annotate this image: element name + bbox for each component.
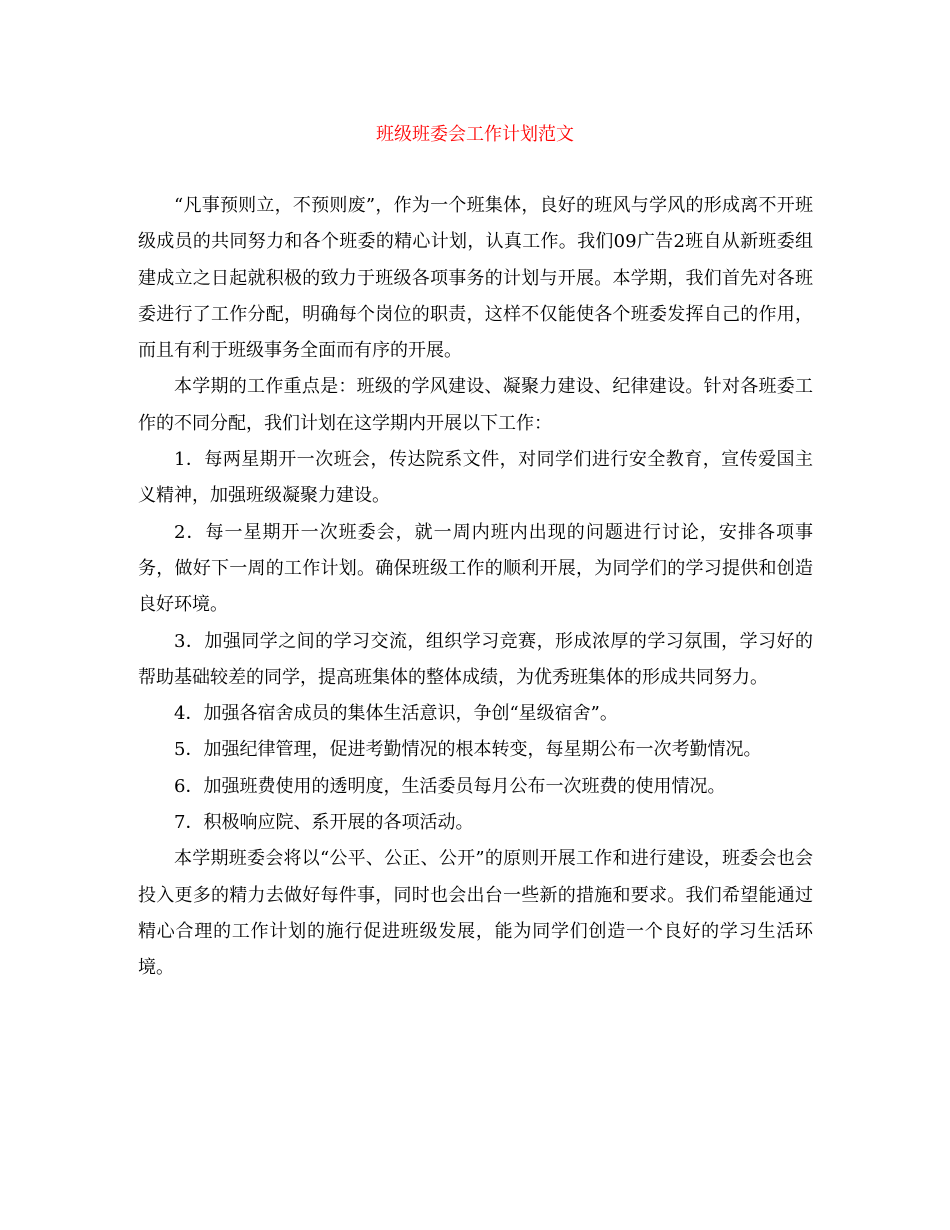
- list-item-4: 4．加强各宿舍成员的集体生活意识，争创“星级宿舍”。: [174, 703, 618, 725]
- document-title: 班级班委会工作计划范文: [376, 124, 574, 145]
- list-item-3: 3．加强同学之间的学习交流，组织学习竞赛，形成浓厚的学习氛围，学习好的帮助基础较差的同学，提高班集体的整体成绩，为优秀班集体的形成共同努力。: [138, 630, 813, 688]
- paragraph-focus: 本学期的工作重点是：班级的学风建设、凝聚力建设、纪律建设。针对各班委工作的不同分配，我们计划在这学期内开展以下工作：: [138, 376, 813, 434]
- list-item-6: 6．加强班费使用的透明度，生活委员每月公布一次班费的使用情况。: [174, 775, 726, 797]
- list-item-1: 1．每两星期开一次班会，传达院系文件，对同学们进行安全教育，宣传爱国主义精神，加强班级凝聚力建设。: [138, 449, 813, 507]
- list-item-5: 5．加强纪律管理，促进考勤情况的根本转变，每星期公布一次考勤情况。: [174, 739, 762, 761]
- document-body: [138, 188, 813, 987]
- paragraph-conclusion: 本学期班委会将以“公平、公正、公开”的原则开展工作和进行建设，班委会也会投入更多的精力去做好每件事，同时也会出台一些新的措施和要求。我们希望能通过精心合理的工作计划的施行促进班级发展，能为同学们创造一个良好的学习生活环境。: [138, 848, 813, 979]
- paragraph-intro: “凡事预则立，不预则废”，作为一个班集体，良好的班风与学风的形成离不开班级成员的共同努力和各个班委的精心计划，认真工作。我们09广告2班自从新班委组建成立之日起就积极的致力于班级各项事务的计划与开展。本学期，我们首先对各班委进行了工作分配，明确每个岗位的职责，这样不仅能使各个班委发挥自己的作用，而且有利于班级事务全面而有序的开展。: [138, 195, 813, 362]
- list-item-2: 2．每一星期开一次班委会，就一周内班内出现的问题进行讨论，安排各项事务，做好下一周的工作计划。确保班级工作的顺利开展，为同学们的学习提供和创造良好环境。: [138, 521, 813, 616]
- list-item-7: 7．积极响应院、系开展的各项活动。: [174, 812, 474, 834]
